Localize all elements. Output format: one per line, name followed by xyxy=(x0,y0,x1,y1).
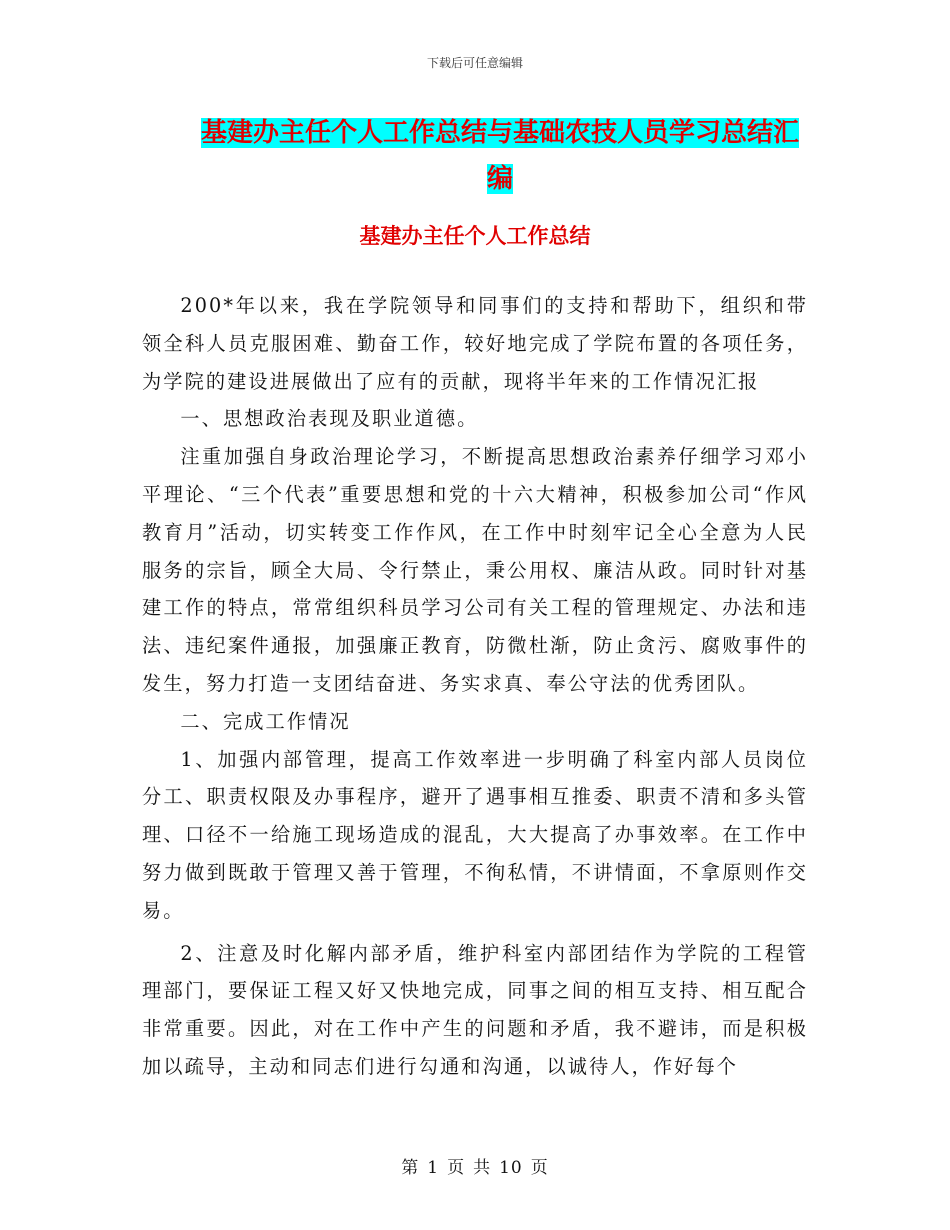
main-title-line2: 编 xyxy=(486,164,513,194)
paragraph: 1、加强内部管理，提高工作效率进一步明确了科室内部人员岗位分工、职责权限及办事程序，避开了遇事相互推委、职责不清和多头管理、口径不一给施工现场造成的混乱，大大提高了办事效率。在工作中努力做到既敢于管理又善于管理，不徇私情，不讲情面，不拿原则作交易。 xyxy=(142,747,808,922)
section-title: 基建办主任个人工作总结 xyxy=(359,224,591,248)
footer-page-number: 1 xyxy=(427,1158,440,1178)
footer-total-label: 共 xyxy=(473,1158,492,1178)
main-title xyxy=(190,110,810,202)
paragraph: 二、完成工作情况 xyxy=(180,709,351,733)
footer-page-label: 第 xyxy=(401,1158,420,1178)
paragraph: 2、注意及时化解内部矛盾，维护科室内部团结作为学院的工程管理部门，要保证工程又好又快地完成，同事之间的相互支持、相互配合非常重要。因此，对在工作中产生的问题和矛盾，我不避讳，而是积极加以疏导，主动和同志们进行勾通和沟通，以诚待人，作好每个 xyxy=(142,941,808,1078)
paragraph: 注重加强自身政治理论学习，不断提高思想政治素养仔细学习邓小平理论、“三个代表”重要思想和党的十六大精神，积极参加公司“作风教育月”活动，切实转变工作作风，在工作中时刻牢记全心全意为人民服务的宗旨，顾全大局、令行禁止，秉公用权、廉洁从政。同时针对基建工作的特点，常常组织科员学习公司有关工程的管理规定、办法和违法、违纪案件通报，加强廉正教育，防微杜渐，防止贪污、腐败事件的发生，努力打造一支团结奋进、务实求真、奉公守法的优秀团队。 xyxy=(142,445,808,695)
main-title-line1: 基建办主任个人工作总结与基础农技人员学习总结汇 xyxy=(200,118,799,148)
paragraph: 200*年以来，我在学院领导和同事们的支持和帮助下，组织和带领全科人员克服困难、勤奋工作，较好地完成了学院布置的各项任务，为学院的建设进展做出了应有的贡献，现将半年来的工作情况汇报 xyxy=(142,294,808,393)
page-footer xyxy=(0,1153,950,1178)
footer-total-number: 10 xyxy=(499,1158,523,1178)
header-note: 下载后可任意编辑 xyxy=(426,56,523,70)
footer-page-unit: 页 xyxy=(447,1158,466,1178)
paragraph: 一、思想政治表现及职业道德。 xyxy=(180,407,479,431)
footer-total-unit: 页 xyxy=(530,1158,549,1178)
body-text xyxy=(142,287,808,1086)
